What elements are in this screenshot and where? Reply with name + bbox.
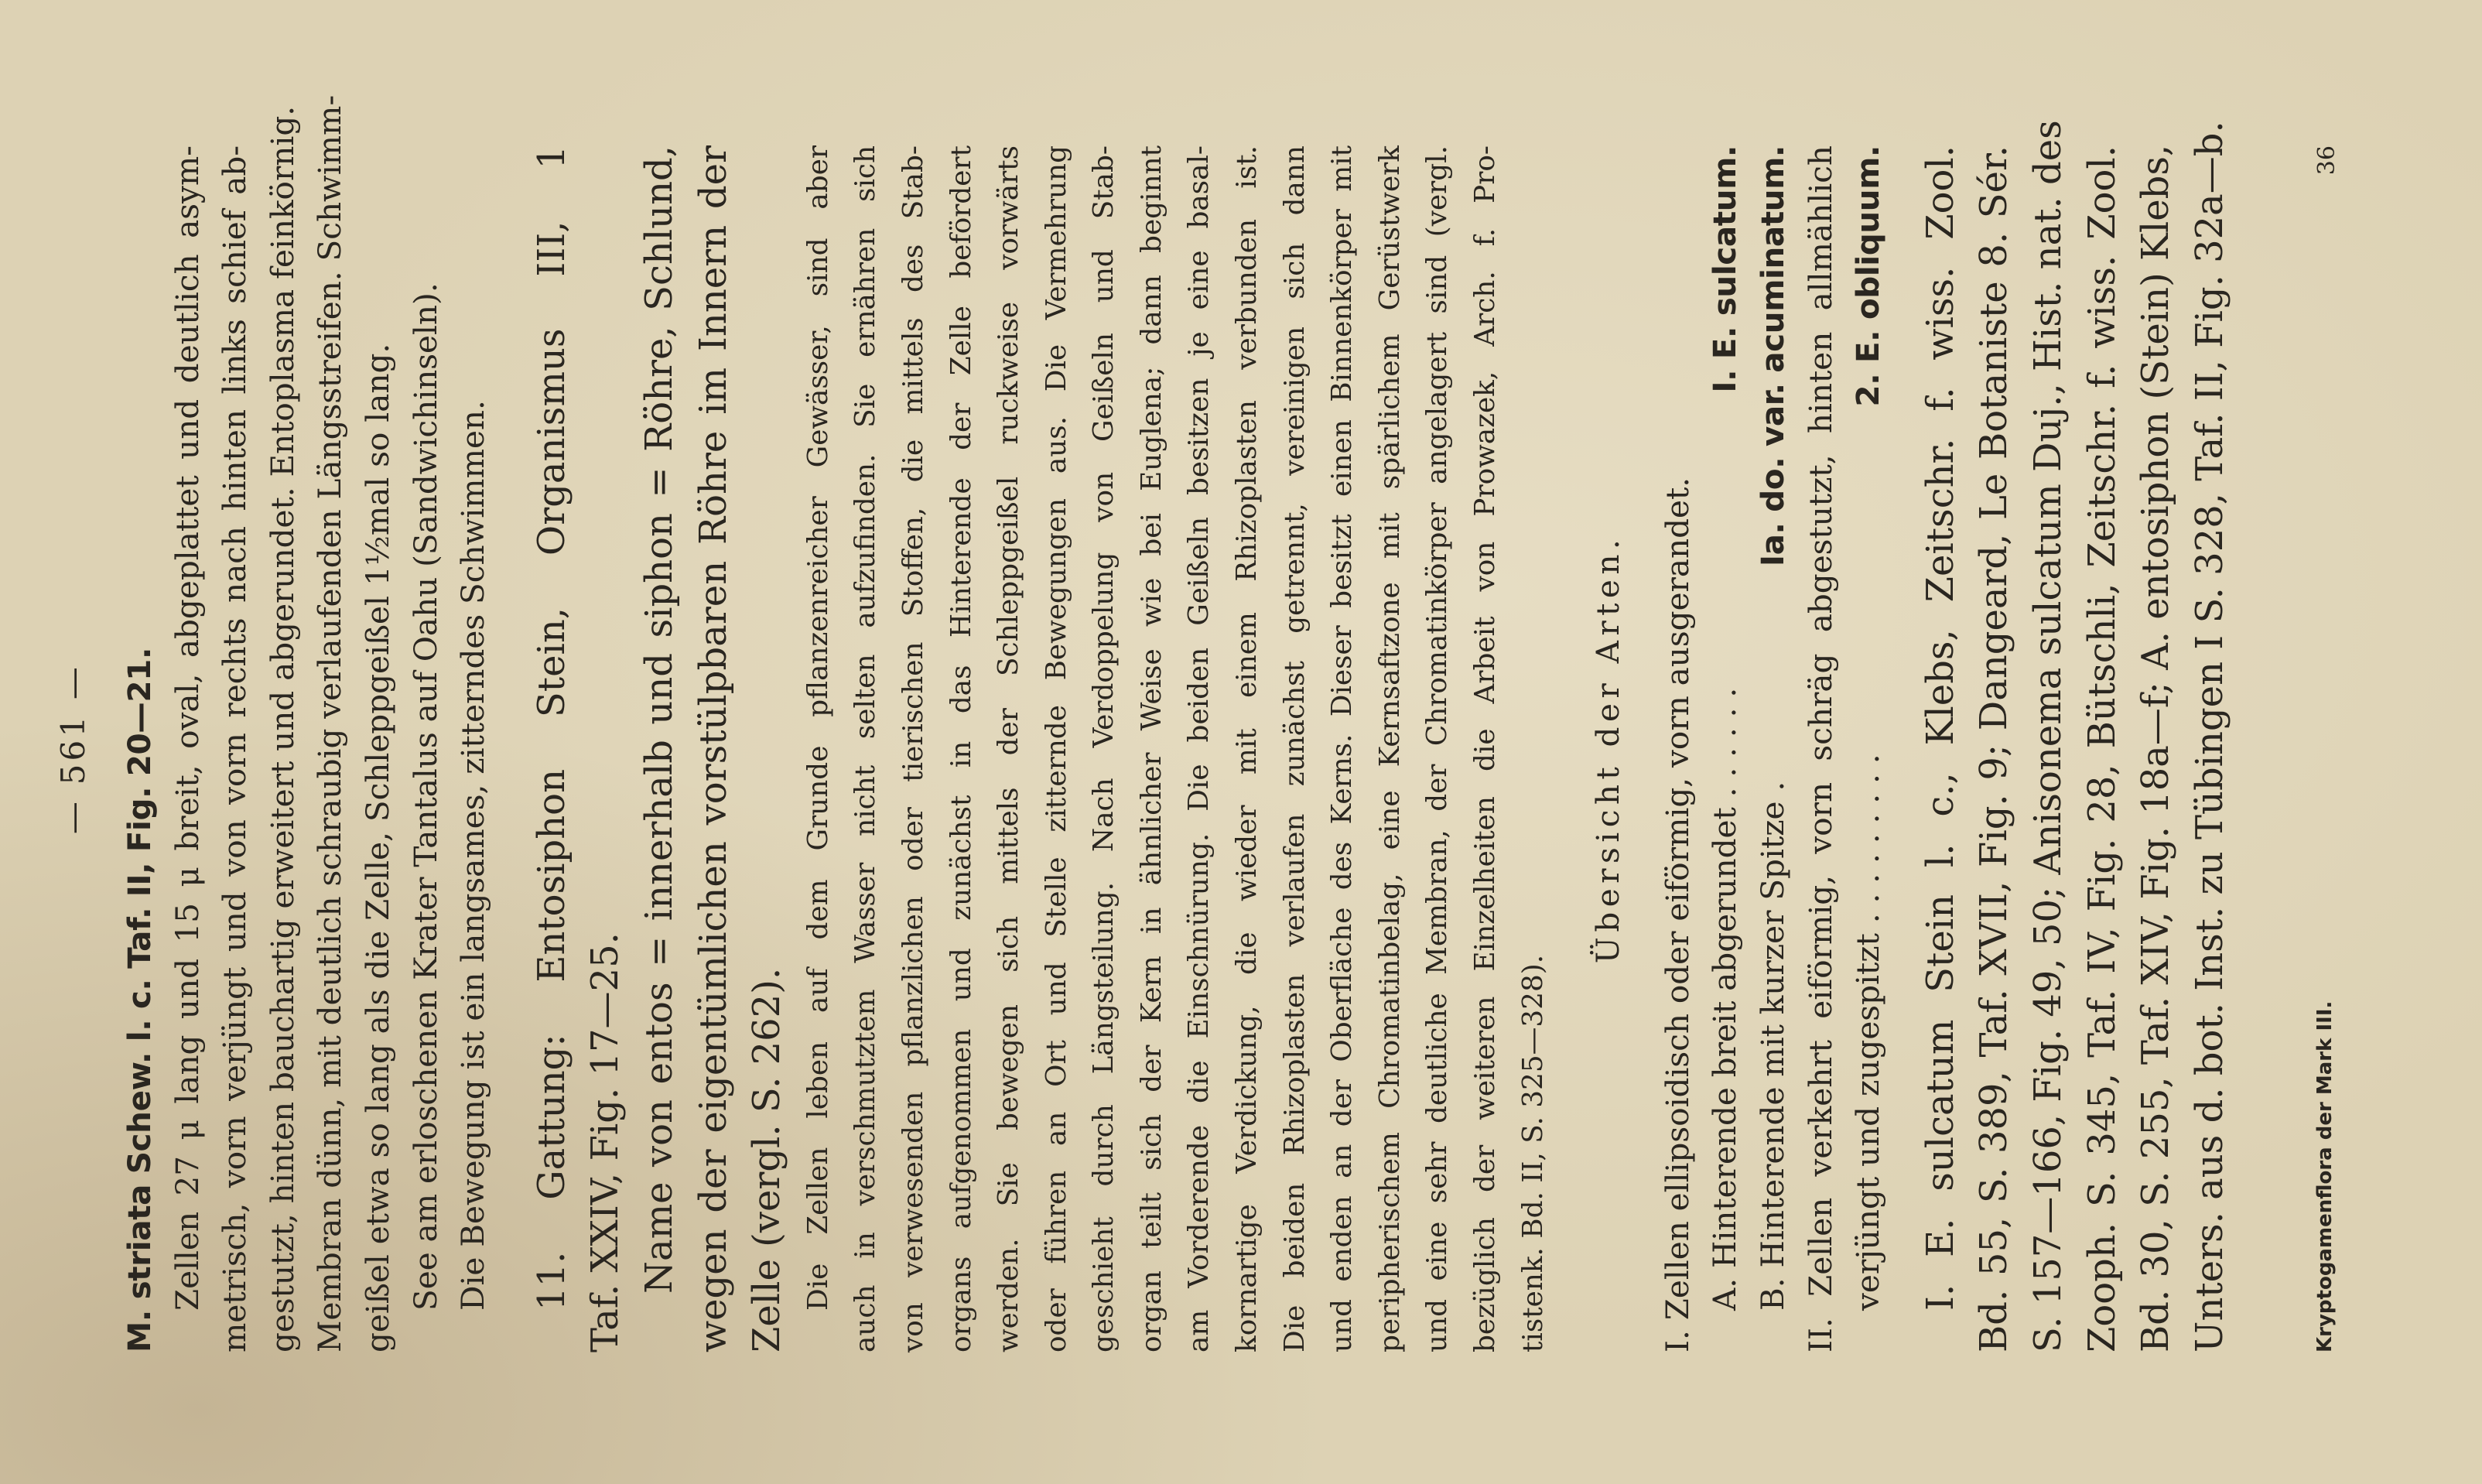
key-line: II. Zellen verkehrt eiförmig, vorn schräg abgestutzt, hinten allmählich xyxy=(1801,145,1839,1352)
key-heading: Übersicht der Arten. xyxy=(1589,534,1627,964)
etymology-line: Zelle (vergl. S. 262). xyxy=(745,967,789,1352)
text-line: gestutzt, hinten bauchartig erweitert und abgerundet. Entoplasma feinkörnig. xyxy=(263,105,301,1352)
description-line: organ teilt sich der Kern in ähnlicher Weise wie bei Euglena; dann beginnt xyxy=(1135,145,1167,1352)
description-line: tistenk. Bd. II, S. 325—328). xyxy=(1516,954,1549,1352)
text-line: See am erloschenen Krater Tantalus auf Oahu (Sandwichinseln). xyxy=(406,282,444,1311)
description-line: auch in verschmutztem Wasser nicht selten aufzufinden. Sie ernähren sich xyxy=(850,145,882,1352)
citation-line: Unters. aus d. bot. Inst. zu Tübingen I S. 328, Taf. II, Fig. 32a—b. xyxy=(2187,121,2231,1352)
key-line: I. Zellen ellipsoidisch oder eiförmig, vorn ausgerandet. xyxy=(1658,477,1696,1352)
genus-heading: 11. Gattung: Entosiphon Stein, Organismus III, 1 xyxy=(529,145,573,1311)
key-line-A: A. Hinterende breit abgerundet . . . . . . I. E. sulcatum. xyxy=(1706,145,1744,1311)
etymology-line: wegen der eigentümlichen vorstülpbaren Röhre im Innern der xyxy=(691,145,735,1352)
text-line: metrisch, vorn verjüngt und von vorn rechts nach hinten links schief ab- xyxy=(216,145,254,1352)
key-line-II: verjüngt und zugespitzt . . . . . . . . . 2. E. obliquum. xyxy=(1849,145,1887,1311)
description-line: peripherischem Chromatinbelag, eine Kernsaftzone mit spärlichem Gerüstwerk xyxy=(1373,145,1406,1352)
description-line: kornartige Verdickung, die wieder mit einem Rhizoplasten verbunden ist. xyxy=(1231,145,1263,1352)
description-line: Die Zellen leben auf dem Grunde pflanzenreicher Gewässer, sind aber xyxy=(802,145,834,1311)
description-line: und eine sehr deutliche Membran, der Chromatinkörper angelagert sind (vergl. xyxy=(1421,145,1454,1352)
species-entry-sulcatum: I. E. sulcatum Stein l. c., Klebs, Zeitschr. f. wiss. Zool. xyxy=(1918,145,1962,1311)
description-line: von verwesenden pflanzlichen oder tierischen Stoffen, die mittels des Stab- xyxy=(897,145,929,1352)
text-line: Zellen 27 μ lang und 15 μ breit, oval, abgeplattet und deutlich asym- xyxy=(168,145,206,1311)
series-title: Kryptogamenflora der Mark III. xyxy=(2313,1000,2337,1352)
etymology-line: Name von entos = innerhalb und siphon = Röhre, Schlund, xyxy=(637,145,681,1294)
text-line: Membran dünn, mit deutlich schraubig verlaufenden Längsstreifen. Schwimm- xyxy=(311,94,349,1352)
description-line: und enden an der Oberfläche des Kerns. Dieser besitzt einen Binnenkörper mit xyxy=(1326,145,1359,1352)
description-line: Die beiden Rhizoplasten verlaufen zunächst getrennt, vereinigen sich dann xyxy=(1278,145,1311,1352)
description-line: bezüglich der weiteren Einzelheiten die Arbeit von Prowazek, Arch. f. Pro- xyxy=(1469,145,1502,1352)
key-line-B: B. Hinterende mit kurzer Spitze . Ia. do. var. acuminatum. xyxy=(1754,145,1791,1311)
page-number: — 561 — xyxy=(54,663,92,835)
page-body xyxy=(116,94,2237,1352)
description-line: am Vorderende die Einschnürung. Die beiden Geißeln besitzen je eine basal- xyxy=(1183,145,1215,1352)
genus-heading-cont: Taf. XXIV, Fig. 17—25. xyxy=(583,932,627,1352)
citation-line: Bd. 55, S. 389, Taf. XVII, Fig. 9; Dangeard, Le Botaniste 8. Sér. xyxy=(1972,145,2016,1352)
text-line: geißel etwa so lang als die Zelle, Schleppgeißel 1½mal so lang. xyxy=(358,343,396,1352)
species-heading-striata: M. striata Schew. l. c. Taf. II, Fig. 20—21. xyxy=(121,648,158,1352)
citation-line: Bd. 30, S. 255, Taf. XIV, Fig. 18a—f; A. entosiphon (Stein) Klebs, xyxy=(2134,144,2178,1352)
description-line: werden. Sie bewegen sich mittels der Schleppgeißel ruckweise vorwärts xyxy=(993,145,1025,1352)
text-line: Die Bewegung ist ein langsames, zitterndes Schwimmen. xyxy=(454,400,492,1311)
description-line: oder führen an Ort und Stelle zitternde Bewegungen aus. Die Vermehrung xyxy=(1040,145,1072,1352)
page-footer xyxy=(2313,145,2340,1352)
description-line: geschieht durch Längsteilung. Nach Verdoppelung von Geißeln und Stab- xyxy=(1088,145,1120,1352)
citation-line: S. 157—166, Fig. 49, 50; Anisonema sulcatum Duj., Hist. nat. des xyxy=(2026,120,2070,1352)
citation-line: Zooph. S. 345, Taf. IV, Fig. 28, Bütschli, Zeitschr. f. wiss. Zool. xyxy=(2080,145,2124,1352)
description-line: organs aufgenommen und zunächst in das Hinterende der Zelle befördert xyxy=(945,145,977,1352)
sheet-number: 36 xyxy=(2313,145,2340,176)
